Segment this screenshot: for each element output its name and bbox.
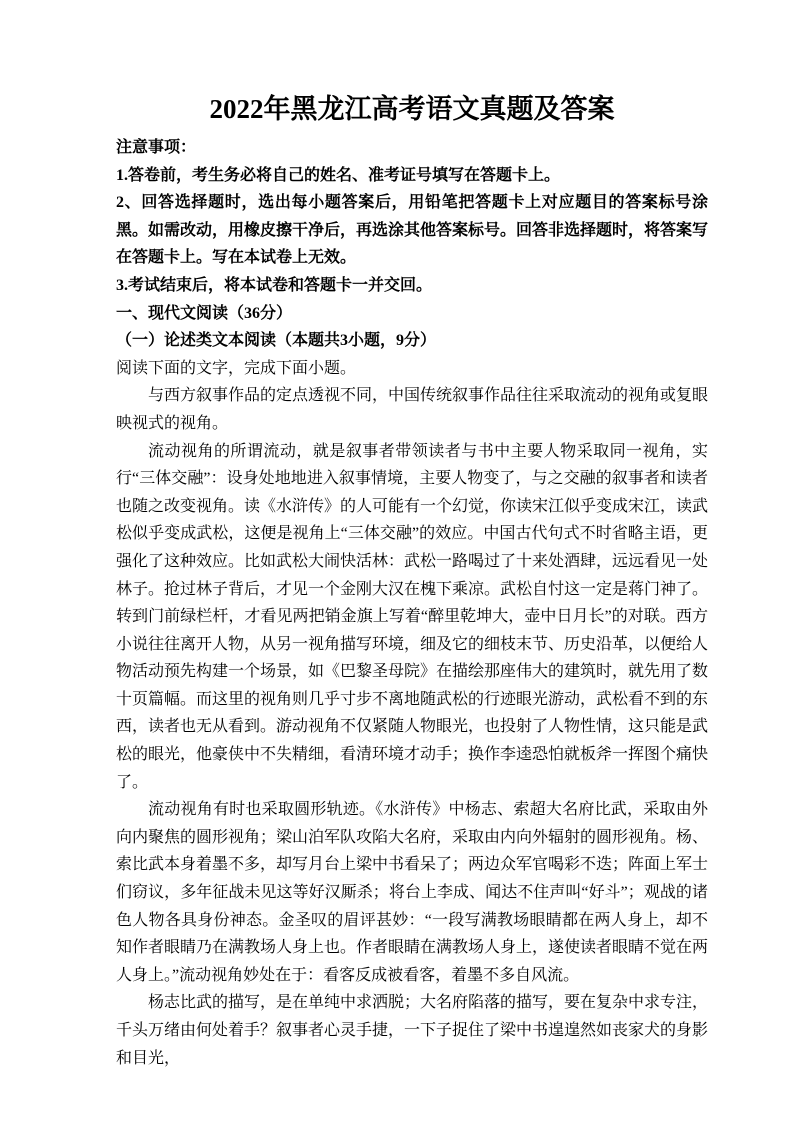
subsection-heading-argumentative-text: （一）论述类文本阅读（本题共3小题，9分） bbox=[116, 332, 437, 350]
reading-instruction: 阅读下面的文字，完成下面小题。 bbox=[116, 359, 357, 377]
essay-paragraph-2: 流动视角的所谓流动，就是叙事者带领读者与书中主要人物采取同一视角，实行“三体交融”：设身处地地进入叙事情境，主要人物变了，与之交融的叙事者和读者也随之改变视角。读《水浒传》的人可能有一个幻觉，你读宋江似乎变成宋江，读武松似乎变成武松，这便是视角上“三体交融”的效应。中国古代句式不时省略主语，更强化了这种效应。比如武松大闹快活林：武松一路喝过了十来处酒肆，远远看见一处林子。抢过林子背后，才见一个金刚大汉在槐下乘凉。武松自忖这一定是蒋门神了。转到门前绿栏杆，才看见两把销金旗上写着“醉里乾坤大，壶中日月长”的对联。西方小说往往离开人物，从另一视角描写环境，细及它的细枝末节、历史沿革，以便给人物活动预先构建一个场景，如《巴黎圣母院》在描绘那座伟大的建筑时，就先用了数十页篇幅。而这里的视角则几乎寸步不离地随武松的行迹眼光游动，武松看不到的东西，读者也无从看到。游动视角不仅紧随人物眼光，也投射了人物性情，这只能是武松的眼光，他豪侠中不失精细，看清环境才动手；换作李逵恐怕就板斧一挥图个痛快了。 bbox=[116, 442, 709, 791]
notice-heading: 注意事项： bbox=[116, 139, 197, 156]
document-title: 2022年黑龙江高考语文真题及答案 bbox=[209, 94, 615, 124]
essay-paragraph-1: 与西方叙事作品的定点透视不同，中国传统叙事作品往往采取流动的视角或复眼映视式的视角。 bbox=[116, 387, 709, 432]
notice-item-2: 2、回答选择题时，选出每小题答案后，用铅笔把答题卡上对应题目的答案标号涂黑。如需改动，用橡皮擦干净后，再选涂其他答案标号。回答非选择题时，将答案写在答题卡上。写在本试卷上无效。 bbox=[116, 194, 709, 267]
notice-item-1: 1.答卷前，考生务必将自己的姓名、准考证号填写在答题卡上。 bbox=[116, 166, 561, 184]
notice-item-3: 3.考试结束后，将本试卷和答题卡一并交回。 bbox=[116, 276, 433, 294]
essay-paragraph-4: 杨志比武的描写，是在单纯中求洒脱；大名府陷落的描写，要在复杂中求专注，千头万绪由何处着手？叙事者心灵手捷，一下子捉住了梁中书遑遑然如丧家犬的身影和目光， bbox=[116, 994, 709, 1067]
essay-paragraph-3: 流动视角有时也采取圆形轨迹。《水浒传》中杨志、索超大名府比武，采取由外向内聚焦的圆形视角；梁山泊军队攻陷大名府，采取由内向外辐射的圆形视角。杨、索比武本身着墨不多，却写月台上梁中书看呆了；两边众军官喝彩不迭；阵面上军士们窃议，多年征战未见这等好汉厮杀；将台上李成、闻达不住声叫“好斗”；观战的诸色人物各具身份神态。金圣叹的眉评甚妙：“一段写满教场眼睛都在两人身上，却不知作者眼睛乃在满教场人身上也。作者眼睛在满教场人身上，遂使读者眼睛不觉在两人身上。”流动视角妙处在于：看客反成被看客，着墨不多自风流。 bbox=[116, 801, 709, 984]
section-heading-modern-reading: 一、现代文阅读（36分） bbox=[116, 304, 293, 322]
